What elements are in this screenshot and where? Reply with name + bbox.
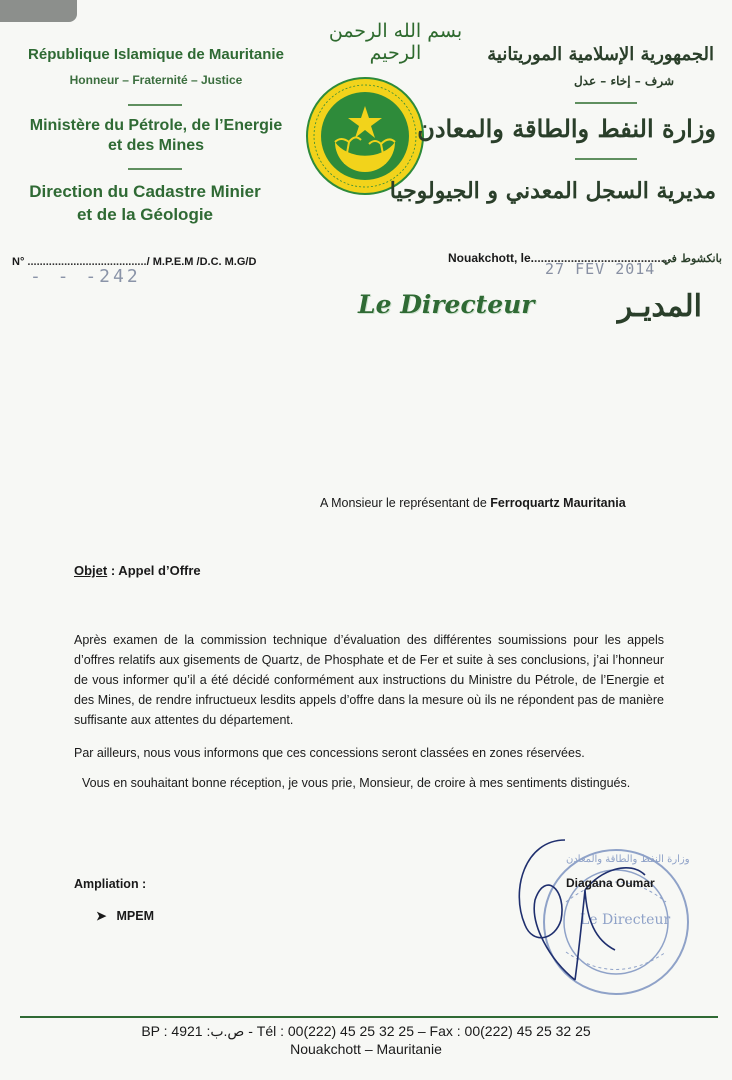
header-divider xyxy=(575,102,637,104)
ministry-line-2: et des Mines xyxy=(107,137,205,154)
footer-city: Nouakchott – Mauritanie xyxy=(290,1041,442,1057)
republic-title: République Islamique de Mauritanie xyxy=(28,46,284,63)
basmala: بسم الله الرحمن الرحيم xyxy=(328,20,463,64)
footer-contact: BP : 4921 :ص.ب - Tél : 00(222) 45 25 32 25 – Fax : 00(222) 45 25 32 25 xyxy=(141,1023,591,1039)
stamp-center-text: Le Directeur xyxy=(580,912,671,928)
paragraph-2: Par ailleurs, nous vous informons que ces concessions seront classées en zones réservées. xyxy=(74,746,585,760)
header-divider xyxy=(128,168,182,170)
ampliation-label: Ampliation : xyxy=(74,877,147,891)
reference-prefix: N° xyxy=(12,256,25,268)
stamp-ring-text: وزارة النفط والطاقة والمعادن xyxy=(566,854,690,865)
date-stamp: 27 FEV 2014 xyxy=(545,260,656,278)
addressee-prefix: A Monsieur le représentant de xyxy=(320,496,491,510)
handwritten-signature xyxy=(505,830,655,990)
signer-name: Diagana Oumar xyxy=(566,876,655,890)
ministry-line-1: Ministère du Pétrole, de l’Energie xyxy=(29,117,283,134)
motto-arabic: شرف – إخاء – عدل xyxy=(573,74,674,88)
reference-dots: ....................................... xyxy=(27,256,147,268)
arrow-bullet-icon: ➤ xyxy=(96,909,107,923)
paragraph-3: Vous en souhaitant bonne réception, je vous prie, Monsieur, de croire à mes sentiments distingués. xyxy=(82,776,631,790)
subject-text: : Appel d’Offre xyxy=(107,563,201,578)
date-dots: ........................................ xyxy=(534,251,668,265)
republic-title-arabic: الجمهورية الإسلامية الموريتانية xyxy=(487,44,714,65)
photo-corner-overlay xyxy=(0,0,77,22)
subject-line xyxy=(74,563,201,578)
date-place: Nouakchott, le. xyxy=(448,251,535,265)
mudir-title-arabic: المديـر xyxy=(617,289,702,324)
direction-name-arabic: مديرية السجل المعدني و الجيولوجيا xyxy=(389,178,716,204)
ministry-name-arabic: وزارة النفط والطاقة والمعادن xyxy=(417,114,716,143)
direction-line-1: Direction du Cadastre Minier xyxy=(29,182,261,201)
paragraph-1: Après examen de la commission technique d’évaluation des différentes soumissions pour les appels d’offres relatifs aux gisements de Quartz, de Phosphate et de Fer et suite à ses conclusions, j’ai l’honneur de vous informer qu’il a été décidé conformément aux instructions du Ministre du Pétrole, de l’Energie et des Mines, de rendre infructueux lesdits appels d’offre dans la mesure où ils ne répondent pas de manière suffisante aux attentes du département. xyxy=(74,633,664,727)
date-place-arabic: بانكشوط في xyxy=(662,252,722,265)
subject-label: Objet xyxy=(74,563,108,578)
direction-name xyxy=(0,180,290,226)
ampliation-item-text: MPEM xyxy=(116,909,154,923)
header-divider xyxy=(575,158,637,160)
reference-number-stamp: - - -242 xyxy=(30,266,141,287)
addressee-company: Ferroquartz Mauritania xyxy=(490,496,626,510)
ampliation-item xyxy=(96,908,154,923)
addressee xyxy=(320,496,626,510)
reference-suffix: / M.P.E.M /D.C. M.G/D xyxy=(146,256,257,268)
ministry-name xyxy=(0,116,312,156)
direction-line-2: et de la Géologie xyxy=(76,205,214,224)
header-divider xyxy=(128,104,182,106)
motto: Honneur – Fraternité – Justice xyxy=(69,73,243,87)
footer-divider xyxy=(20,1016,718,1018)
le-directeur-title: Le Directeur xyxy=(358,290,535,319)
